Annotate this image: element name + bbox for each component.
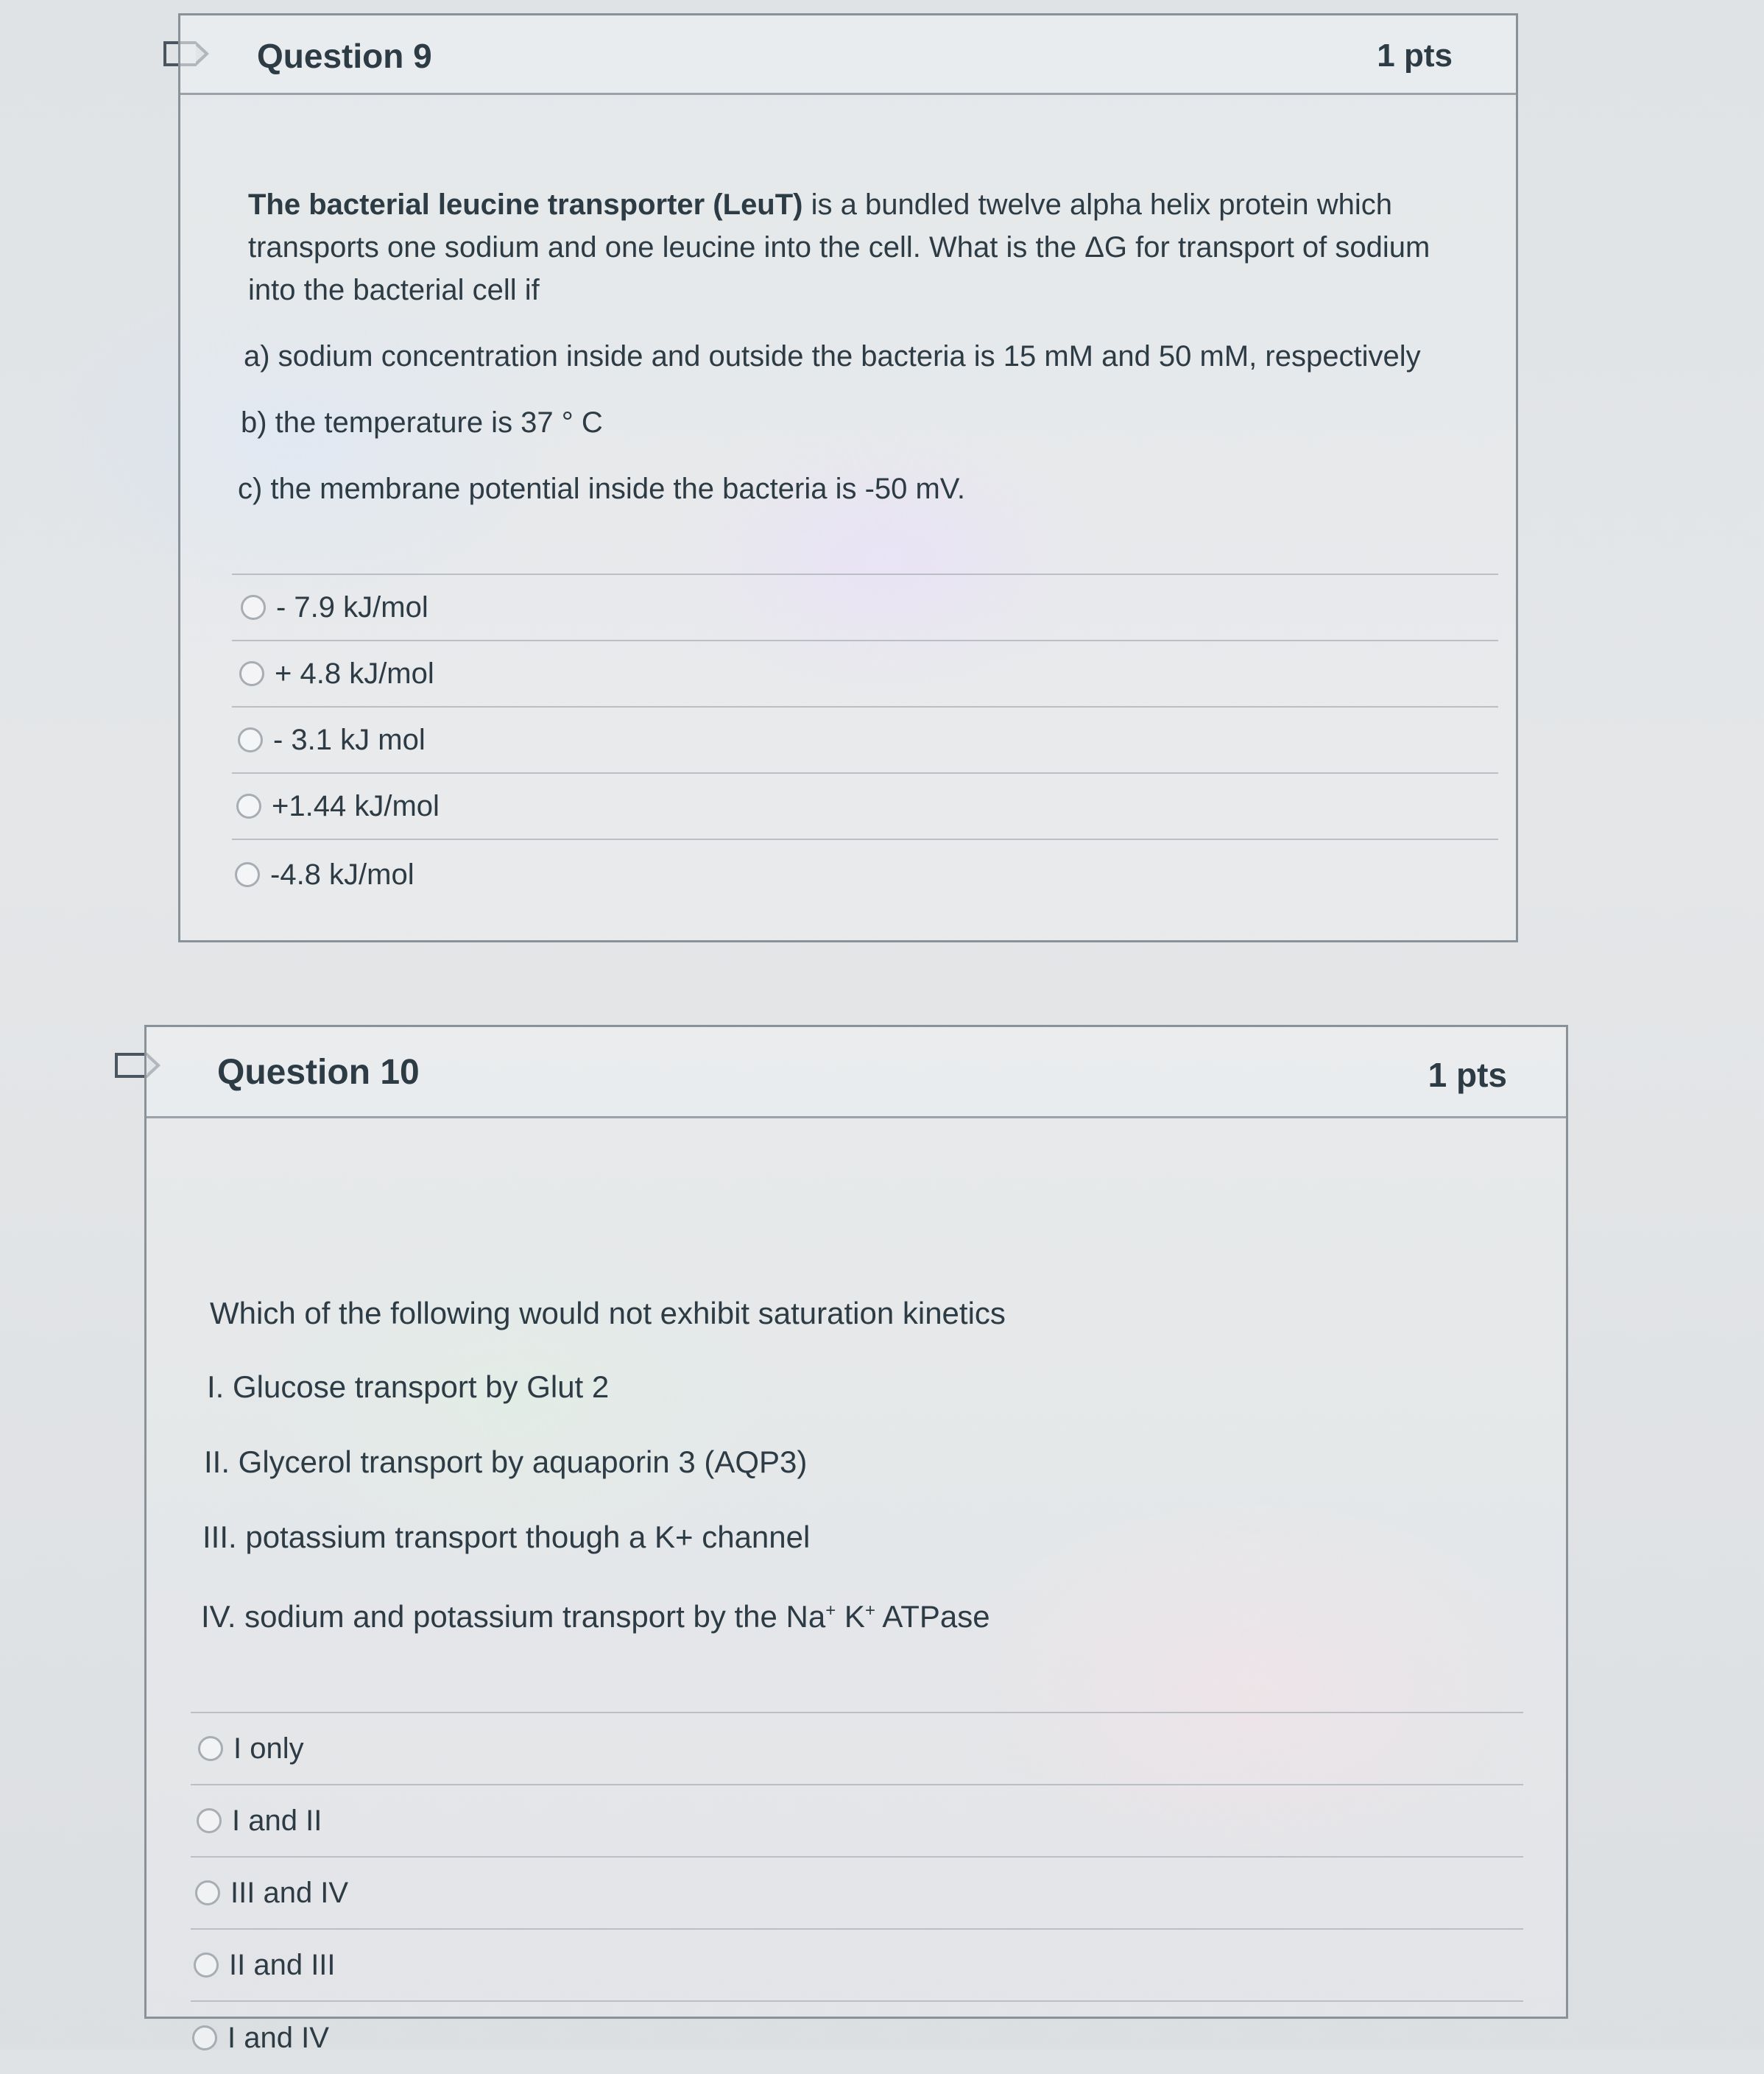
answer-option[interactable] <box>191 1784 1523 1856</box>
radio-button[interactable] <box>198 1736 223 1761</box>
answer-option[interactable] <box>232 574 1498 640</box>
answer-option[interactable] <box>232 706 1498 772</box>
answer-list <box>232 574 1498 909</box>
question-header <box>180 15 1516 95</box>
question-prompt <box>248 183 1500 311</box>
answer-option[interactable] <box>191 1712 1523 1784</box>
answer-label: + 4.8 kJ/mol <box>275 657 434 690</box>
radio-button[interactable] <box>192 2025 217 2050</box>
answer-label: I and IV <box>227 2021 329 2054</box>
condition-a: a) sodium concentration inside and outside the bacteria is 15 mM and 50 mM, respectively <box>244 340 1421 373</box>
question-9 <box>178 13 1518 942</box>
radio-button[interactable] <box>235 862 260 887</box>
answer-label: +1.44 kJ/mol <box>272 789 440 822</box>
question-10 <box>144 1025 1568 2054</box>
answer-label: III and IV <box>230 1876 349 1909</box>
prompt-line-3: into the bacterial cell if <box>248 274 540 306</box>
statement-2: II. Glycerol transport by aquaporin 3 (AQP3) <box>204 1445 808 1479</box>
answer-option[interactable] <box>191 1856 1523 1928</box>
answer-option[interactable] <box>191 1928 1523 2000</box>
answer-label: - 7.9 kJ/mol <box>276 590 428 624</box>
statement-3: III. potassium transport though a K+ channel <box>202 1520 811 1554</box>
radio-button[interactable] <box>194 1953 219 1978</box>
flag-question-icon[interactable] <box>115 1053 147 1078</box>
answer-label: I only <box>233 1732 304 1765</box>
radio-button[interactable] <box>241 595 266 620</box>
statement-4-end: ATPase <box>875 1599 990 1634</box>
statement-4-text: IV. sodium and potassium transport by the Na <box>201 1599 826 1634</box>
answer-option[interactable] <box>232 839 1498 909</box>
question-points: 1 pts <box>1377 38 1453 74</box>
question-prompt: Which of the following would not exhibit saturation kinetics <box>210 1296 1006 1330</box>
superscript-plus: + <box>864 1601 875 1620</box>
prompt-bold: The bacterial leucine transporter (LeuT) <box>248 188 803 221</box>
answer-option[interactable] <box>191 2000 1523 2074</box>
radio-button[interactable] <box>238 727 263 752</box>
prompt-line-1-rest: is a bundled twelve alpha helix protein which <box>802 188 1392 221</box>
statement-4 <box>201 1590 990 1638</box>
answer-label: II and III <box>229 1948 336 1981</box>
radio-button[interactable] <box>195 1880 220 1905</box>
radio-button[interactable] <box>239 661 264 686</box>
question-header <box>147 1027 1566 1118</box>
answer-option[interactable] <box>232 772 1498 839</box>
statement-1: I. Glucose transport by Glut 2 <box>207 1369 610 1404</box>
question-title: Question 9 <box>257 37 432 75</box>
question-points: 1 pts <box>1428 1056 1507 1094</box>
superscript-plus: + <box>825 1601 836 1620</box>
radio-button[interactable] <box>236 794 261 819</box>
answer-label: -4.8 kJ/mol <box>270 858 414 891</box>
statement-4-mid: K <box>836 1599 865 1634</box>
question-title: Question 10 <box>217 1053 420 1092</box>
answer-label: I and II <box>232 1804 322 1837</box>
answer-list <box>191 1712 1523 2074</box>
answer-option[interactable] <box>232 640 1498 706</box>
radio-button[interactable] <box>197 1808 222 1833</box>
answer-label: - 3.1 kJ mol <box>273 723 426 756</box>
condition-c: c) the membrane potential inside the bacteria is -50 mV. <box>238 473 965 505</box>
condition-b: b) the temperature is 37 ° C <box>241 406 603 439</box>
prompt-line-2: transports one sodium and one leucine into the cell. What is the ΔG for transport of sodium <box>248 231 1430 264</box>
prompt-line-1 <box>248 183 1500 226</box>
